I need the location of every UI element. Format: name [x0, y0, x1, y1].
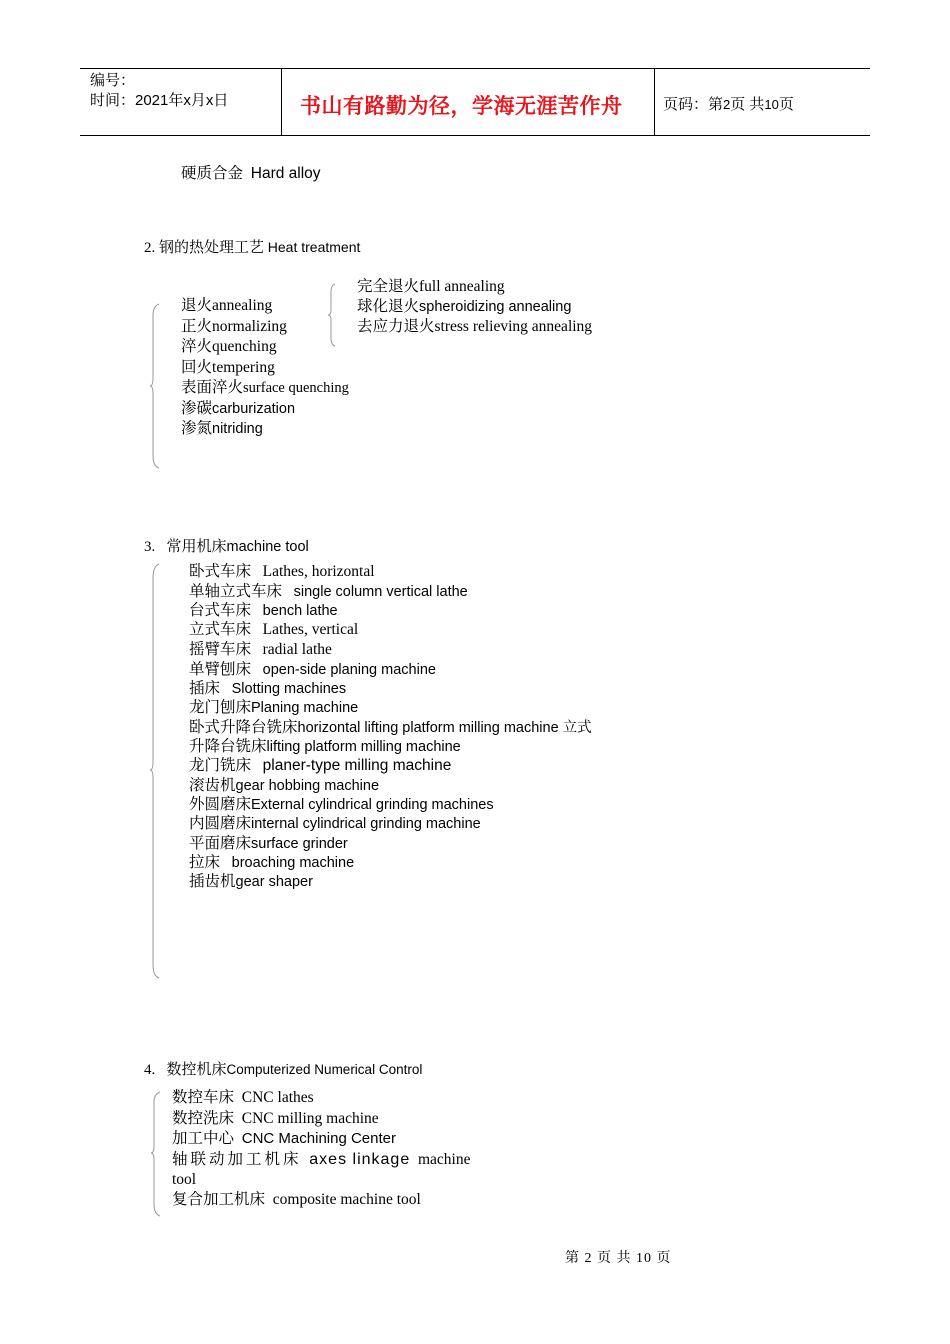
hard-alloy-en: Hard alloy	[250, 165, 321, 182]
heat-item: 渗碳carburization	[181, 400, 296, 417]
machine-item: 单臂刨床 open-side planing machine	[189, 661, 436, 678]
machine-item: 内圆磨床internal cylindrical grinding machine	[189, 815, 481, 832]
machine-item: 拉床 broaching machine	[189, 854, 355, 871]
machine-item: 升降台铣床lifting platform milling machine	[189, 738, 461, 755]
heat-item: 表面淬火surface quenching	[181, 379, 349, 396]
header-motto: 书山有路勤为径，学海无涯苦作舟	[300, 94, 623, 118]
section2-title-en: Heat treatment	[267, 239, 361, 255]
header-number-label: 编号：	[90, 72, 136, 89]
machine-item: 卧式车床 Lathes, horizontal	[189, 563, 375, 580]
machine-item: 滚齿机gear hobbing machine	[189, 777, 380, 794]
section2-main-brace	[149, 302, 161, 470]
page-mid: 页 共	[730, 96, 765, 113]
machine-item: 龙门刨床Planing machine	[189, 699, 359, 716]
machine-item: 立式车床 Lathes, vertical	[189, 621, 359, 638]
annealing-subitem: 去应力退火stress relieving annealing	[357, 318, 593, 335]
machine-item: 卧式升降台铣床horizontal lifting platform milling machine 立式	[189, 719, 592, 736]
hard-alloy-cn: 硬质合金	[181, 165, 244, 182]
cnc-item: 加工中心 CNC Machining Center	[172, 1130, 396, 1147]
hard-alloy-line	[181, 164, 321, 184]
annealing-subitem: 球化退火spheroidizing annealing	[357, 298, 572, 315]
heat-item: 回火tempering	[181, 359, 275, 376]
machine-item: 龙门铣床 planer-type milling machine	[189, 757, 452, 774]
section4-title-cn: 数控机床	[166, 1062, 227, 1078]
machine-item: 摇臂车床 radial lathe	[189, 641, 332, 658]
section4-brace	[150, 1090, 162, 1218]
cnc-item: 复合加工机床 composite machine tool	[172, 1191, 421, 1208]
page-number: 2	[723, 97, 731, 112]
section3-brace	[149, 562, 161, 980]
heat-item: 退火annealing	[181, 297, 273, 314]
machine-item: 插齿机gear shaper	[189, 873, 313, 890]
section4-title-en: Computerized Numerical Control	[226, 1062, 423, 1077]
machine-item: 台式车床 bench lathe	[189, 602, 338, 619]
cnc-item: 数控车床 CNC lathes	[172, 1089, 314, 1106]
cnc-item: 数控洗床 CNC milling machine	[172, 1110, 379, 1127]
machine-item: 外圆磨床External cylindrical grinding machines	[189, 796, 494, 813]
header-divider-right	[654, 68, 655, 136]
header-bottom-border	[80, 135, 870, 136]
heat-item: 淬火quenching	[181, 338, 277, 355]
section3-num: 3.	[144, 539, 156, 555]
page-total: 10	[764, 97, 779, 112]
heat-item: 正火normalizing	[181, 318, 287, 335]
page-footer: 第 2 页 共 10 页	[565, 1251, 672, 1266]
annealing-subitem: 完全退火full annealing	[357, 278, 505, 295]
heat-item: 渗氮nitriding	[181, 420, 263, 437]
page-end: 页	[778, 96, 794, 113]
page-label: 页码：第	[663, 96, 724, 113]
machine-item: 平面磨床surface grinder	[189, 835, 348, 852]
section4-title	[144, 1058, 422, 1079]
header-date-label: 时间：2021年x月x日	[90, 92, 229, 109]
header-page-info	[663, 93, 794, 114]
section3-title-en: machine tool	[226, 539, 309, 555]
machine-item: 插床 Slotting machines	[189, 680, 347, 697]
section3-title	[144, 535, 309, 556]
machine-item: 单轴立式车床 single column vertical lathe	[189, 583, 468, 600]
section2-title	[144, 236, 360, 257]
section4-num: 4.	[144, 1062, 156, 1078]
cnc-item-axes: 轴联动加工机床 axes linkage machine	[172, 1151, 471, 1168]
section3-title-cn: 常用机床	[166, 539, 227, 555]
header-divider-left	[281, 68, 282, 136]
header-top-border	[80, 68, 870, 69]
section2-title-cn: 2. 钢的热处理工艺	[144, 240, 265, 256]
section2-sub-brace	[327, 282, 337, 348]
cnc-item-axes-cont: tool	[172, 1171, 197, 1188]
